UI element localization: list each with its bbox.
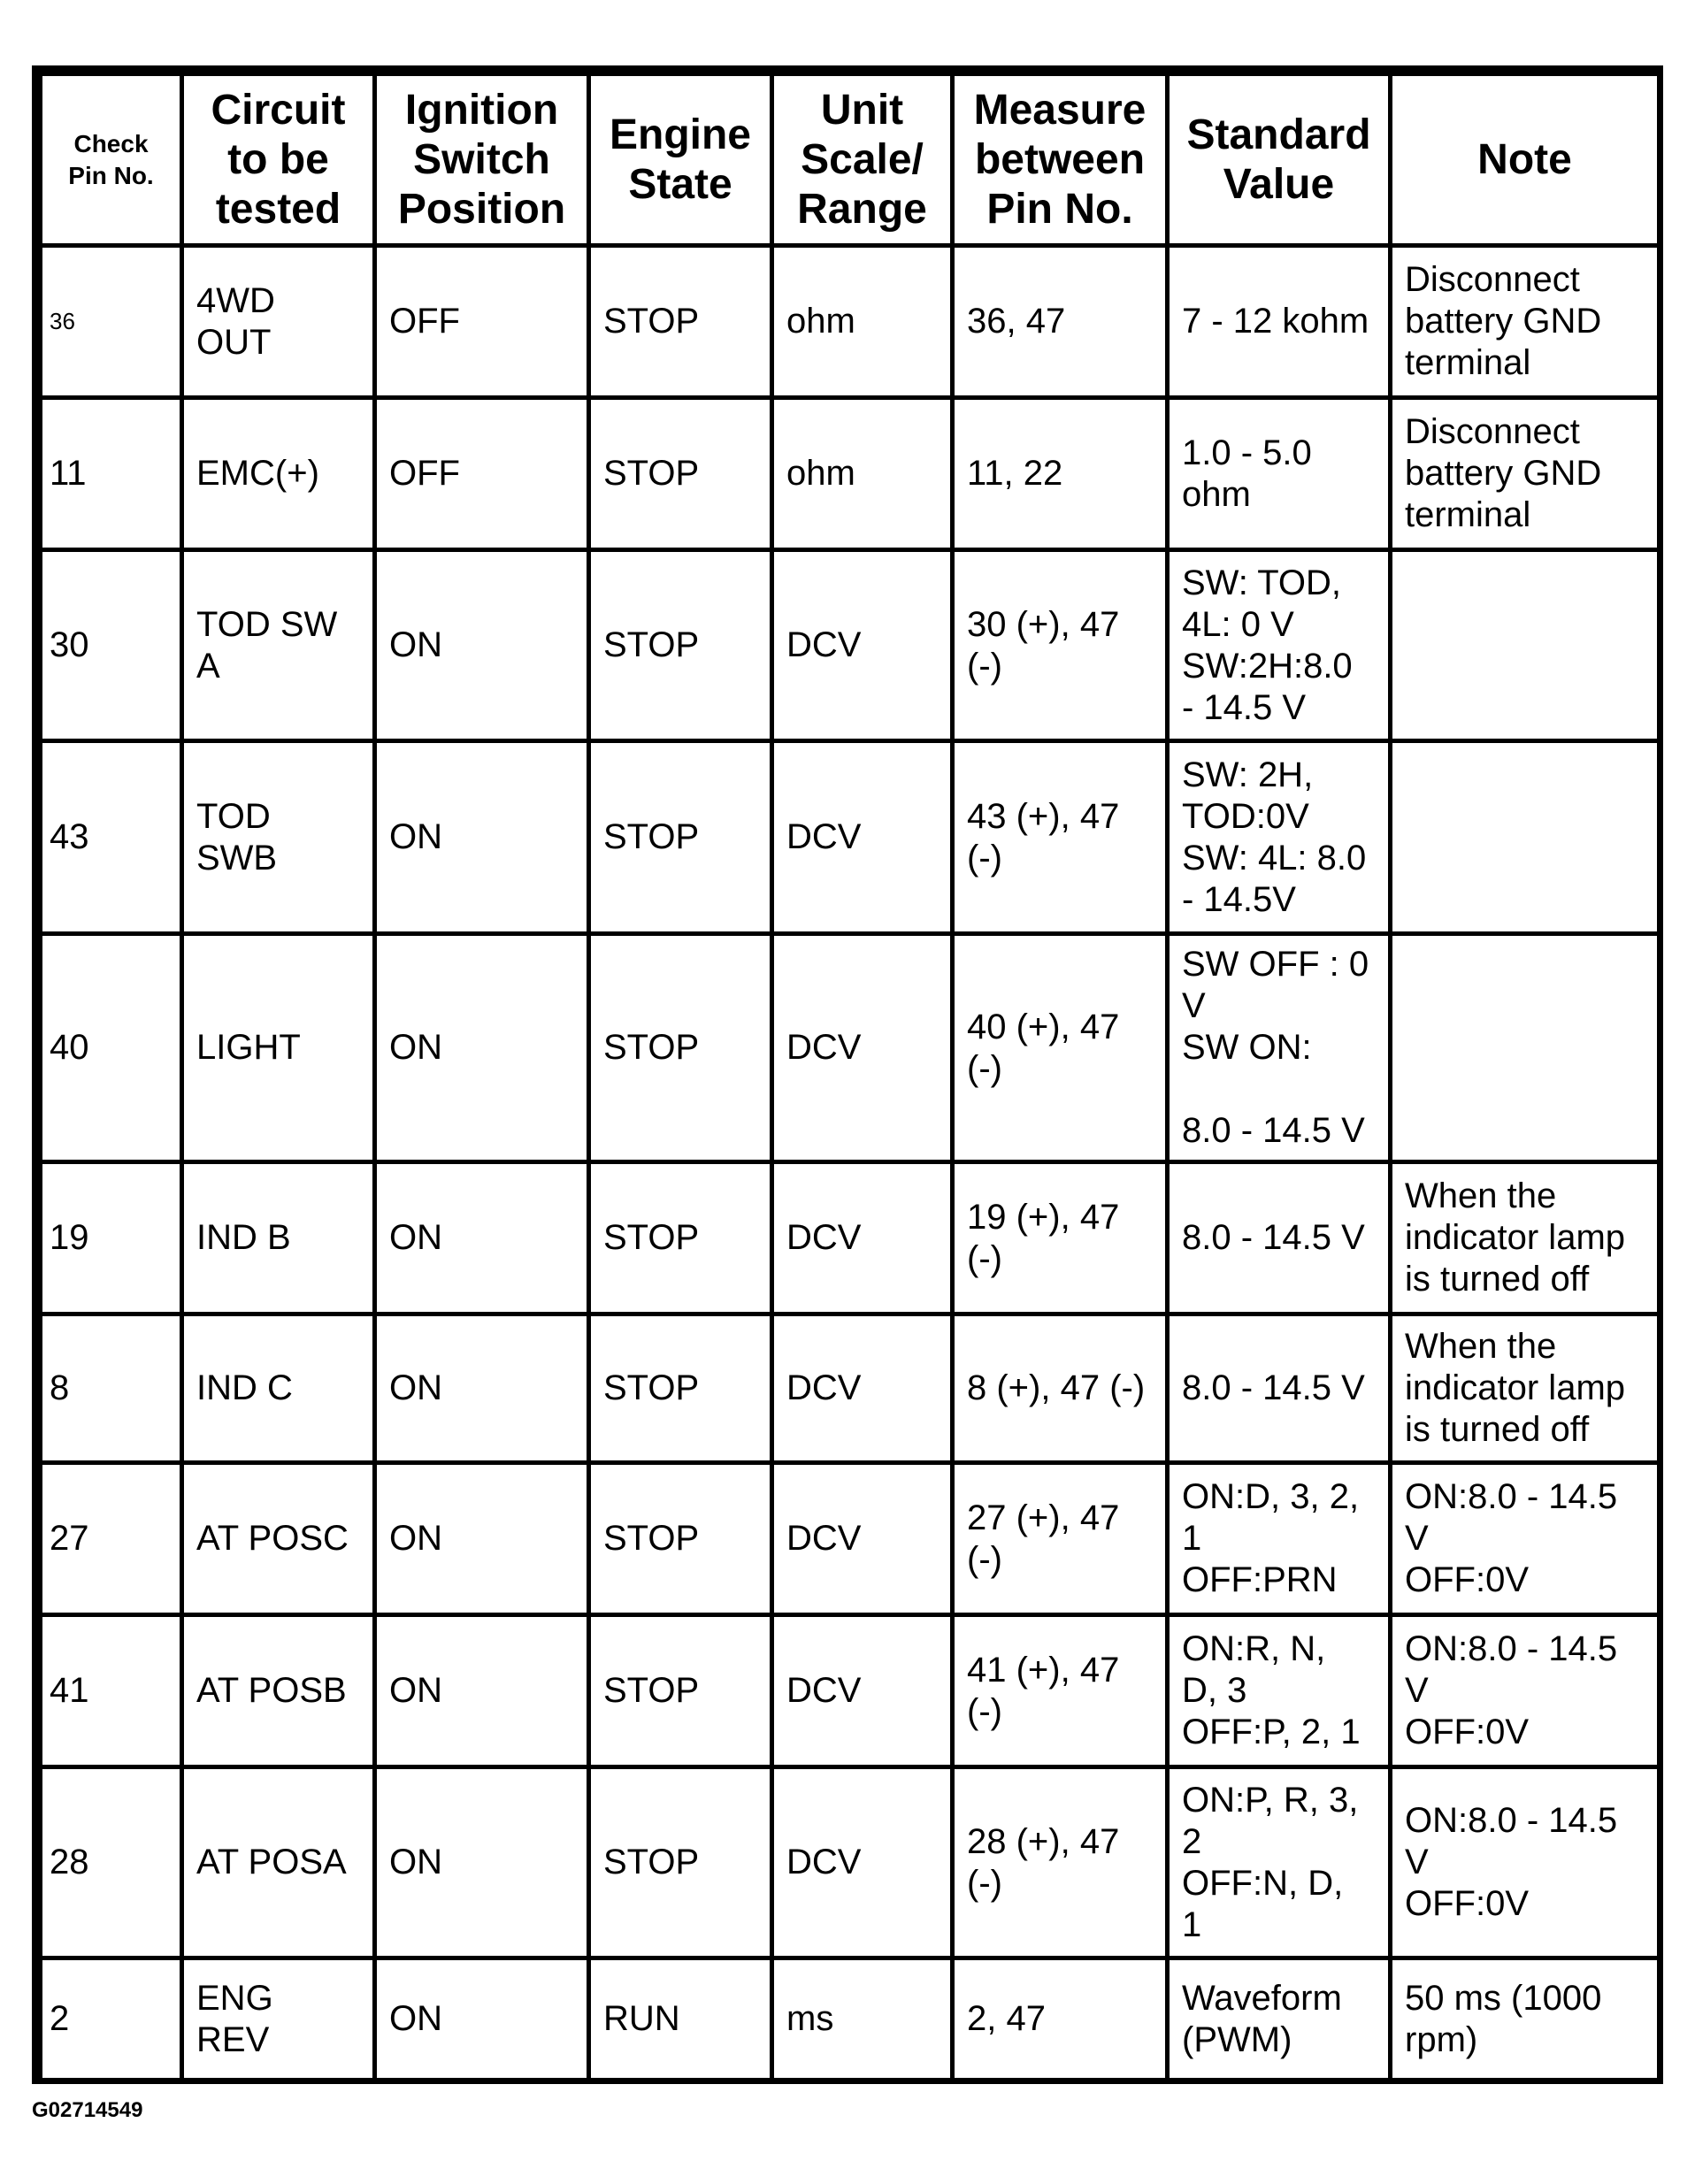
cell-pin: 40: [41, 934, 182, 1162]
table-row: [41, 741, 1660, 934]
cell-engine: STOP: [589, 1314, 772, 1463]
cell-ignition: OFF: [375, 246, 589, 398]
cell-ignition: ON: [375, 934, 589, 1162]
cell-ignition: ON: [375, 1314, 589, 1463]
cell-standard: SW: TOD, 4L: 0 V SW:2H:8.0 - 14.5 V: [1168, 550, 1391, 741]
cell-note: 50 ms (1000 rpm): [1391, 1958, 1660, 2081]
cell-ignition: ON: [375, 550, 589, 741]
cell-note: ON:8.0 - 14.5 V OFF:0V: [1391, 1615, 1660, 1767]
header-measure: Measure between Pin No.: [953, 74, 1168, 246]
cell-note: ON:8.0 - 14.5 V OFF:0V: [1391, 1767, 1660, 1958]
cell-standard: ON:D, 3, 2, 1 OFF:PRN: [1168, 1463, 1391, 1615]
cell-circuit: LIGHT: [182, 934, 375, 1162]
cell-ignition: OFF: [375, 398, 589, 550]
pin-check-table-container: [32, 65, 1663, 2084]
cell-standard: 7 - 12 kohm: [1168, 246, 1391, 398]
header-check-pin: Check Pin No.: [41, 74, 182, 246]
cell-unit: DCV: [772, 1615, 953, 1767]
cell-engine: STOP: [589, 1767, 772, 1958]
cell-standard: ON:P, R, 3, 2 OFF:N, D, 1: [1168, 1767, 1391, 1958]
table-row: [41, 398, 1660, 550]
header-row: [41, 74, 1660, 246]
cell-pin: 19: [41, 1162, 182, 1314]
cell-circuit: IND B: [182, 1162, 375, 1314]
pin-check-table: [38, 72, 1661, 2082]
cell-note: [1391, 741, 1660, 934]
cell-ignition: ON: [375, 1162, 589, 1314]
cell-circuit: AT POSC: [182, 1463, 375, 1615]
header-circuit: Circuit to be tested: [182, 74, 375, 246]
cell-engine: STOP: [589, 1615, 772, 1767]
cell-unit: DCV: [772, 1314, 953, 1463]
cell-unit: DCV: [772, 1162, 953, 1314]
cell-pin: 30: [41, 550, 182, 741]
table-row: [41, 1463, 1660, 1615]
cell-ignition: ON: [375, 741, 589, 934]
cell-engine: STOP: [589, 1463, 772, 1615]
figure-id: G02714549: [32, 2098, 143, 2122]
table-row: [41, 1958, 1660, 2081]
cell-circuit: AT POSB: [182, 1615, 375, 1767]
cell-circuit: AT POSA: [182, 1767, 375, 1958]
cell-circuit: EMC(+): [182, 398, 375, 550]
cell-pin: 27: [41, 1463, 182, 1615]
header-note: Note: [1391, 74, 1660, 246]
cell-note: [1391, 550, 1660, 741]
cell-measure: 28 (+), 47 (-): [953, 1767, 1168, 1958]
cell-measure: 40 (+), 47 (-): [953, 934, 1168, 1162]
cell-pin: 8: [41, 1314, 182, 1463]
cell-ignition: ON: [375, 1463, 589, 1615]
table-row: [41, 1767, 1660, 1958]
cell-unit: ohm: [772, 398, 953, 550]
cell-measure: 36, 47: [953, 246, 1168, 398]
cell-engine: STOP: [589, 246, 772, 398]
cell-measure: 30 (+), 47 (-): [953, 550, 1168, 741]
header-unit: Unit Scale/ Range: [772, 74, 953, 246]
header-standard-value: Standard Value: [1168, 74, 1391, 246]
cell-circuit: ENG REV: [182, 1958, 375, 2081]
cell-pin: 36: [41, 246, 182, 398]
cell-standard: SW: 2H, TOD:0V SW: 4L: 8.0 - 14.5V: [1168, 741, 1391, 934]
header-ignition: Ignition Switch Position: [375, 74, 589, 246]
cell-engine: RUN: [589, 1958, 772, 2081]
cell-unit: DCV: [772, 550, 953, 741]
cell-unit: DCV: [772, 741, 953, 934]
cell-engine: STOP: [589, 398, 772, 550]
cell-pin: 41: [41, 1615, 182, 1767]
cell-engine: STOP: [589, 1162, 772, 1314]
cell-note: Disconnect battery GND terminal: [1391, 398, 1660, 550]
table-row: [41, 1615, 1660, 1767]
cell-engine: STOP: [589, 934, 772, 1162]
cell-standard: 8.0 - 14.5 V: [1168, 1314, 1391, 1463]
cell-engine: STOP: [589, 741, 772, 934]
cell-unit: ms: [772, 1958, 953, 2081]
table-row: [41, 246, 1660, 398]
cell-engine: STOP: [589, 550, 772, 741]
table-row: [41, 550, 1660, 741]
table-row: [41, 1162, 1660, 1314]
cell-ignition: ON: [375, 1958, 589, 2081]
cell-circuit: IND C: [182, 1314, 375, 1463]
cell-note: Disconnect battery GND terminal: [1391, 246, 1660, 398]
cell-measure: 8 (+), 47 (-): [953, 1314, 1168, 1463]
cell-pin: 2: [41, 1958, 182, 2081]
cell-measure: 27 (+), 47 (-): [953, 1463, 1168, 1615]
cell-unit: ohm: [772, 246, 953, 398]
cell-note: When the indicator lamp is turned off: [1391, 1314, 1660, 1463]
cell-pin: 11: [41, 398, 182, 550]
cell-note: [1391, 934, 1660, 1162]
cell-unit: DCV: [772, 1767, 953, 1958]
cell-standard: ON:R, N, D, 3 OFF:P, 2, 1: [1168, 1615, 1391, 1767]
cell-circuit: TOD SWB: [182, 741, 375, 934]
cell-circuit: TOD SW A: [182, 550, 375, 741]
cell-measure: 2, 47: [953, 1958, 1168, 2081]
cell-unit: DCV: [772, 1463, 953, 1615]
table-row: [41, 1314, 1660, 1463]
cell-unit: DCV: [772, 934, 953, 1162]
cell-pin: 43: [41, 741, 182, 934]
cell-note: ON:8.0 - 14.5 V OFF:0V: [1391, 1463, 1660, 1615]
cell-measure: 11, 22: [953, 398, 1168, 550]
cell-standard: 8.0 - 14.5 V: [1168, 1162, 1391, 1314]
cell-standard: Waveform (PWM): [1168, 1958, 1391, 2081]
cell-ignition: ON: [375, 1615, 589, 1767]
cell-standard: SW OFF : 0 V SW ON: 8.0 - 14.5 V: [1168, 934, 1391, 1162]
cell-measure: 19 (+), 47 (-): [953, 1162, 1168, 1314]
cell-note: When the indicator lamp is turned off: [1391, 1162, 1660, 1314]
cell-ignition: ON: [375, 1767, 589, 1958]
cell-pin: 28: [41, 1767, 182, 1958]
cell-standard: 1.0 - 5.0 ohm: [1168, 398, 1391, 550]
cell-circuit: 4WD OUT: [182, 246, 375, 398]
cell-measure: 41 (+), 47 (-): [953, 1615, 1168, 1767]
table-row: [41, 934, 1660, 1162]
header-engine-state: Engine State: [589, 74, 772, 246]
cell-measure: 43 (+), 47 (-): [953, 741, 1168, 934]
